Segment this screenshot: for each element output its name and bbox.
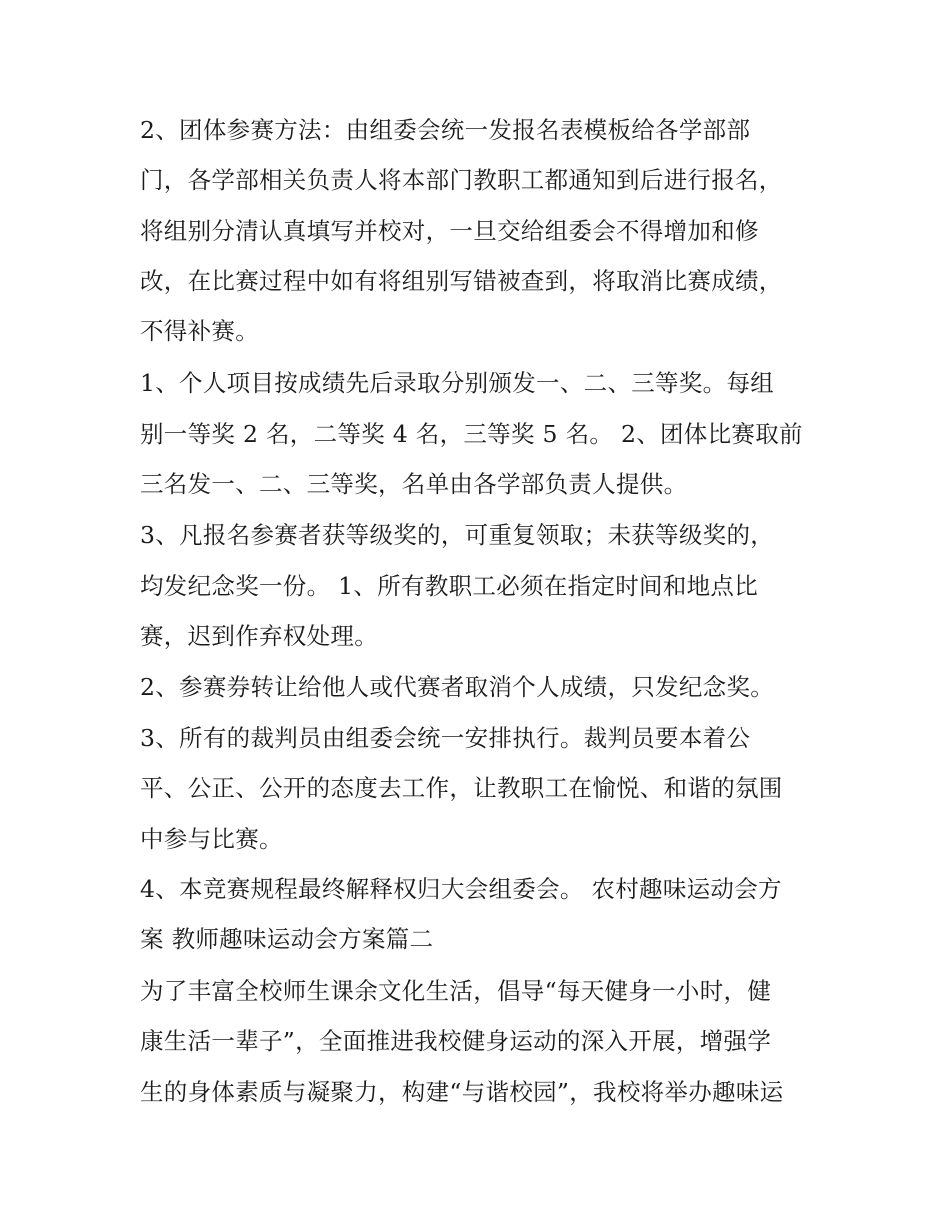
text-line: 赛，迟到作弃权处理。: [140, 622, 378, 650]
text-line: 1、个人项目按成绩先后录取分别颁发一、二、三等奖。每组: [140, 369, 775, 397]
text-line: 2、团体参赛方法：由组委会统一发报名表模板给各学部部: [140, 116, 751, 144]
text-line: 门，各学部相关负责人将本部门教职工都通知到后进行报名，: [140, 166, 783, 194]
text-line: 平、公正、公开的态度去工作，让教职工在愉悦、和谐的氛围: [140, 774, 783, 802]
text-line: 3、所有的裁判员由组委会统一安排执行。裁判员要本着公: [140, 724, 751, 752]
text-line: 三名发一、二、三等奖，名单由各学部负责人提供。: [140, 470, 688, 498]
text-line: 2、参赛券转让给他人或代赛者取消个人成绩，只发纪念奖。: [140, 673, 775, 701]
text-line: 中参与比赛。: [140, 825, 283, 853]
text-line: 将组别分清认真填写并校对，一旦交给组委会不得增加和修: [140, 217, 759, 245]
text-line: 案 教师趣味运动会方案篇二: [140, 925, 434, 953]
text-line: 为了丰富全校师生课余文化生活，倡导“每天健身一小时，健: [140, 977, 772, 1005]
text-line: 4、本竞赛规程最终解释权归大会组委会。 农村趣味运动会方: [140, 875, 782, 903]
text-line: 不得补赛。: [140, 317, 259, 345]
text-line: 改，在比赛过程中如有将组别写错被查到，将取消比赛成绩，: [140, 267, 783, 295]
text-line: 别一等奖 2 名，二等奖 4 名，三等奖 5 名。 2、团体比赛取前: [140, 420, 803, 448]
text-line: 均发纪念奖一份。 1、所有教职工必须在指定时间和地点比: [140, 572, 759, 600]
text-line: 3、凡报名参赛者获等级奖的，可重复领取；未获等级奖的，: [140, 521, 775, 549]
text-line: 康生活一辈子”，全面推进我校健身运动的深入开展，增强学: [140, 1027, 772, 1055]
text-line: 生的身体素质与凝聚力，构建“与谐校园”，我校将举办趣味运: [140, 1078, 784, 1106]
